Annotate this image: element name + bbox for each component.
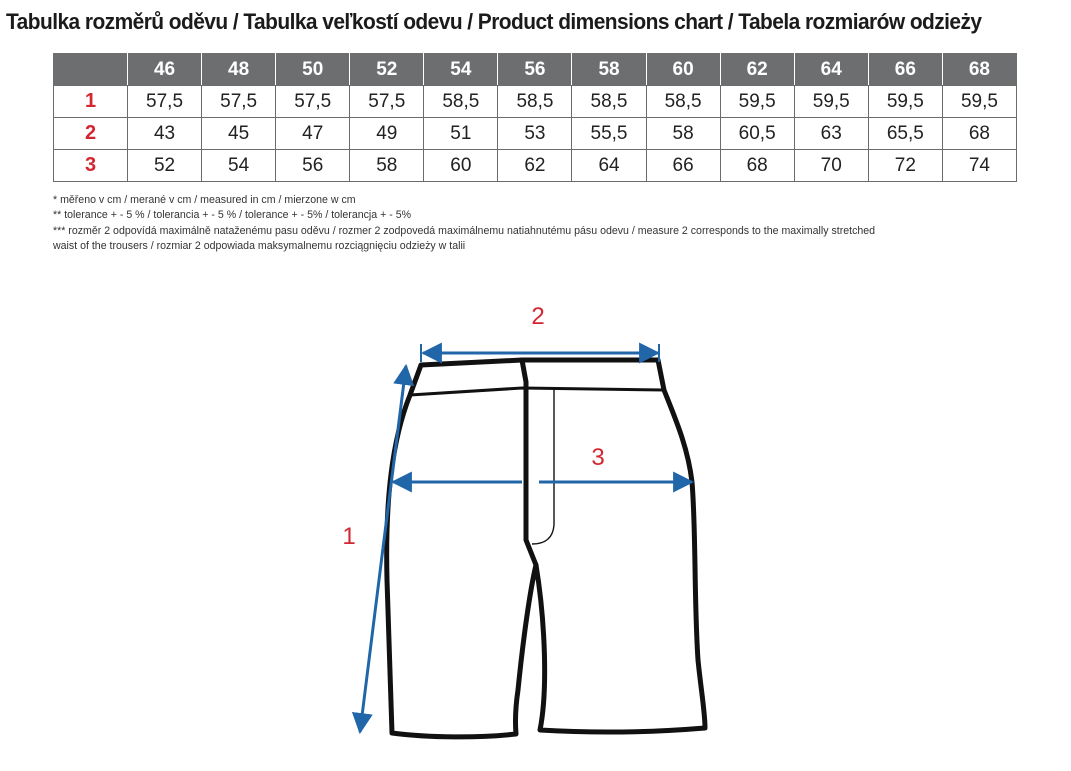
table-cell: 58 [646, 118, 720, 150]
table-cell: 63 [794, 118, 868, 150]
table-cell: 43 [128, 118, 202, 150]
table-cell: 58,5 [498, 86, 572, 118]
table-cell: 55,5 [572, 118, 646, 150]
row-label: 3 [54, 150, 128, 182]
table-cell: 74 [942, 150, 1016, 182]
fly-seam [522, 360, 536, 565]
row-label: 2 [54, 118, 128, 150]
table-cell: 57,5 [128, 86, 202, 118]
footnote-tolerance: ** tolerance + - 5 % / tolerancia + - 5 % / tolerance + - 5% / tolerancja + - 5% [53, 209, 412, 222]
length-arrow [360, 548, 383, 732]
table-cell: 53 [498, 118, 572, 150]
table-cell: 72 [868, 150, 942, 182]
table-cell: 68 [720, 150, 794, 182]
size-header-cell: 50 [276, 54, 350, 86]
table-cell: 56 [276, 150, 350, 182]
shorts-body [387, 360, 705, 737]
table-cell: 68 [942, 118, 1016, 150]
size-header-cell: 60 [646, 54, 720, 86]
size-header-cell: 56 [498, 54, 572, 86]
dimension-label-2: 2 [531, 303, 545, 330]
table-cell: 59,5 [720, 86, 794, 118]
dimension-label-1: 1 [342, 523, 356, 550]
table-cell: 52 [128, 150, 202, 182]
table-cell: 58 [350, 150, 424, 182]
footnote-units: * měřeno v cm / merané v cm / measured in cm / mierzone w cm [53, 194, 356, 206]
table-cell: 49 [350, 118, 424, 150]
table-cell: 59,5 [868, 86, 942, 118]
size-header-cell: 48 [202, 54, 276, 86]
table-cell: 62 [498, 150, 572, 182]
table-cell: 58,5 [646, 86, 720, 118]
table-cell: 57,5 [276, 86, 350, 118]
table-cell: 59,5 [794, 86, 868, 118]
table-cell: 60,5 [720, 118, 794, 150]
table-cell: 58,5 [424, 86, 498, 118]
table-cell: 66 [646, 150, 720, 182]
table-cell: 45 [202, 118, 276, 150]
table-cell: 51 [424, 118, 498, 150]
table-cell: 54 [202, 150, 276, 182]
table-cell: 59,5 [942, 86, 1016, 118]
waistband-line [410, 388, 664, 395]
table-cell: 60 [424, 150, 498, 182]
table-cell: 47 [276, 118, 350, 150]
size-header-cell: 58 [572, 54, 646, 86]
dimension-label-3: 3 [591, 444, 605, 471]
table-cell: 57,5 [350, 86, 424, 118]
footnote-measure-2-continued: waist of the trousers / rozmiar 2 odpowiada maksymalnemu rozciągnięciu odzieży w talii [53, 240, 466, 253]
fly-stitch [532, 388, 554, 544]
size-header-cell: 52 [350, 54, 424, 86]
table-cell: 65,5 [868, 118, 942, 150]
table-cell: 64 [572, 150, 646, 182]
table-cell: 58,5 [572, 86, 646, 118]
size-header-cell: 64 [794, 54, 868, 86]
size-header-cell: 68 [942, 54, 1016, 86]
table-cell: 70 [794, 150, 868, 182]
size-header-cell: 66 [868, 54, 942, 86]
footnote-measure-2: *** rozměr 2 odpovídá maximálně nataženému pasu oděvu / rozmer 2 zodpovedá maximálnemu natiahnutému pásu odevu / measure 2 corresponds to the maximally stretched [53, 224, 876, 237]
size-header-cell: 54 [424, 54, 498, 86]
page-title: Tabulka rozměrů oděvu / Tabulka veľkostí odevu / Product dimensions chart / Tabela rozmiarów odzieży [6, 9, 982, 34]
size-header-cell: 62 [720, 54, 794, 86]
row-label: 1 [54, 86, 128, 118]
size-header-cell: 46 [128, 54, 202, 86]
length-arrow [383, 366, 406, 548]
shorts-outline [387, 360, 705, 737]
table-cell: 57,5 [202, 86, 276, 118]
